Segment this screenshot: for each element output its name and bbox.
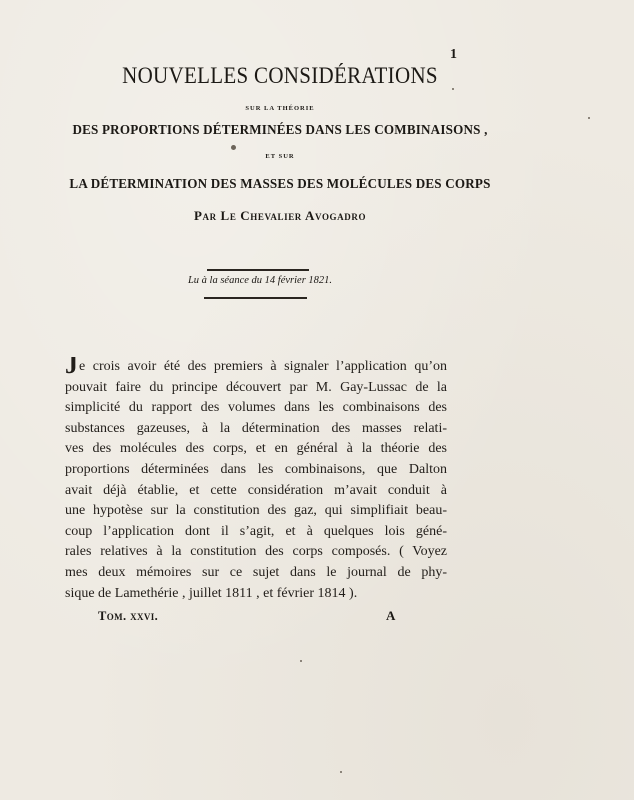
- gathering-signature: A: [386, 608, 396, 623]
- body-line: simplicité du rapport des volumes dans les combinaisons des: [65, 400, 447, 416]
- title-line-determination: LA DÉTERMINATION DES MASSES DES MOLÉCULES DES CORPS: [69, 176, 491, 191]
- page-number: 1: [450, 47, 457, 62]
- drop-cap: J: [65, 357, 78, 378]
- paper-speck: [588, 117, 590, 119]
- title-line-proportions: DES PROPORTIONS DÉTERMINÉES DANS LES COMBINAISONS ,: [72, 122, 488, 137]
- divider-rule-top: [207, 269, 309, 271]
- title-main: NOUVELLES CONSIDÉRATIONS: [122, 61, 438, 89]
- body-line-text: e crois avoir été des premiers à signaler l’application qu’on: [79, 359, 447, 374]
- body-line: proportions déterminées dans les combinaisons, que Dalton: [65, 461, 447, 477]
- body-line: substances gazeuses, à la détermination des masses relati-: [65, 420, 447, 436]
- title-connector-et-sur: ET SUR: [265, 153, 295, 160]
- body-line: pouvait faire du principe découvert par M. Gay-Lussac de la: [65, 379, 447, 395]
- title-subtitle-connector: SUR LA THÉORIE: [245, 105, 315, 112]
- body-line: coup l’application dont il s’agit, et à quelques lois géné-: [65, 523, 447, 539]
- body-paragraph: [65, 357, 447, 604]
- paper-speck: [300, 660, 302, 662]
- paper-speck: [231, 145, 236, 150]
- body-line: sique de Lamethérie , juillet 1811 , et février 1814 ).: [65, 585, 358, 601]
- body-line: [65, 357, 447, 378]
- paper-speck: [452, 88, 454, 90]
- body-line: rales relatives à la constitution des corps composés. ( Voyez: [65, 544, 447, 560]
- body-line: ves des molécules des corps, et en général à la théorie des: [65, 441, 447, 457]
- volume-signature: Tom. xxvi.: [98, 609, 159, 623]
- body-line: une hypotèse sur la constitution des gaz, qui simplifiait beau-: [65, 503, 447, 519]
- reading-date: Lu à la séance du 14 février 1821.: [187, 275, 333, 286]
- author-line: Par Le Chevalier Avogadro: [193, 208, 367, 223]
- body-line: mes deux mémoires sur ce sujet dans le journal de phy-: [65, 564, 447, 580]
- body-line: avait déjà établie, et cette considération m’avait conduit à: [65, 482, 447, 498]
- divider-rule-bottom: [204, 297, 307, 299]
- paper-speck: [340, 771, 342, 773]
